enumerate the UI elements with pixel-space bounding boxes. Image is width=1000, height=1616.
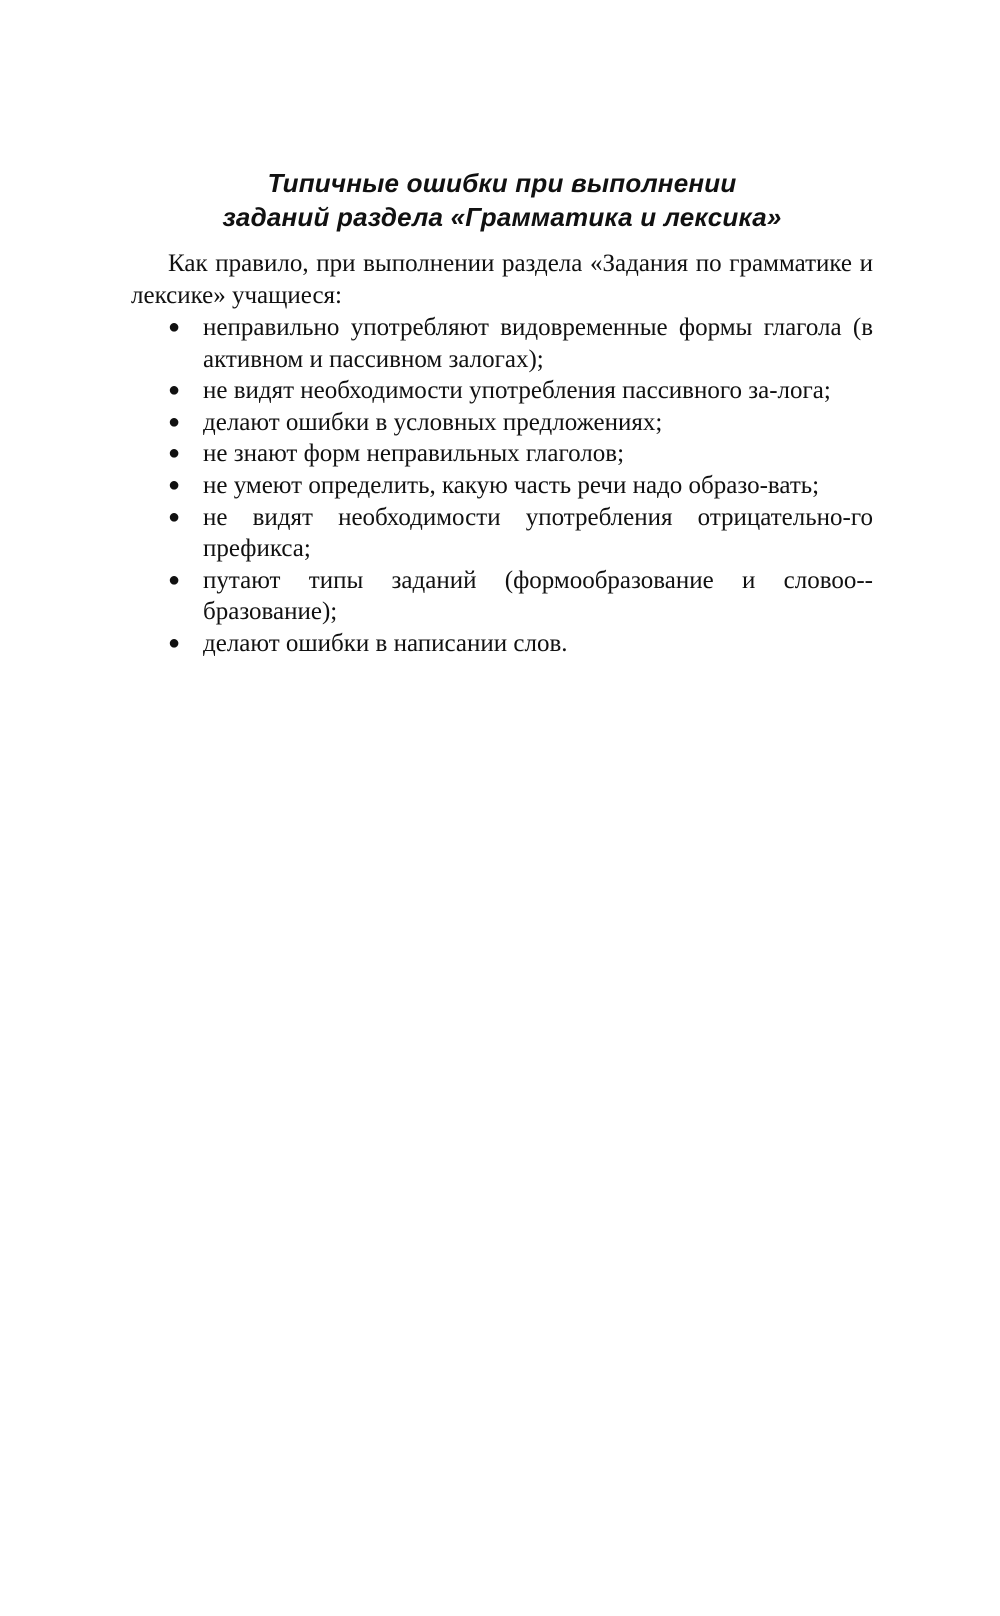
list-item-text: делают ошибки в написании слов. — [203, 629, 568, 657]
bullet-icon: ● — [168, 316, 181, 338]
list-item-text: не знают форм неправильных глаголов; — [203, 440, 625, 468]
list-item-text: не видят необходимости употребления пассивного за-лога; — [203, 377, 831, 405]
bullet-icon: ● — [168, 631, 181, 654]
section-title-line-2: заданий раздела «Грамматика и лексика» — [222, 202, 782, 232]
list-item-text: не видят необходимости употребления отрицательно-го префикса; — [203, 503, 873, 563]
list-item — [131, 375, 873, 407]
section-title — [131, 166, 873, 234]
bullet-icon: ● — [168, 473, 181, 496]
list-item — [131, 565, 873, 628]
bullet-icon: ● — [168, 379, 181, 402]
list-item — [131, 502, 873, 565]
section-title-line-1: Типичные ошибки при выполнении — [267, 168, 737, 198]
list-item — [131, 438, 873, 470]
intro-paragraph: Как правило, при выполнении раздела «Задания по грамматике и лексике» учащиеся: — [131, 250, 873, 309]
bullet-icon: ● — [168, 442, 181, 465]
bullet-icon: ● — [168, 568, 181, 591]
list-item — [131, 312, 873, 375]
list-item-text: не умеют определить, какую часть речи надо образо-вать; — [203, 471, 820, 499]
mistakes-list — [131, 312, 873, 660]
page-content — [131, 166, 873, 660]
bullet-icon: ● — [168, 505, 181, 528]
list-item-text: делают ошибки в условных предложениях; — [203, 408, 663, 436]
list-item-text: путают типы заданий (формообразование и словоо-бразование); — [203, 566, 873, 626]
list-item — [131, 628, 873, 660]
list-item-text: неправильно употребляют видовременные формы глагола (в активном и пассивном залогах); — [203, 314, 873, 373]
bullet-icon: ● — [168, 410, 181, 433]
list-item — [131, 407, 873, 439]
list-item — [131, 470, 873, 502]
